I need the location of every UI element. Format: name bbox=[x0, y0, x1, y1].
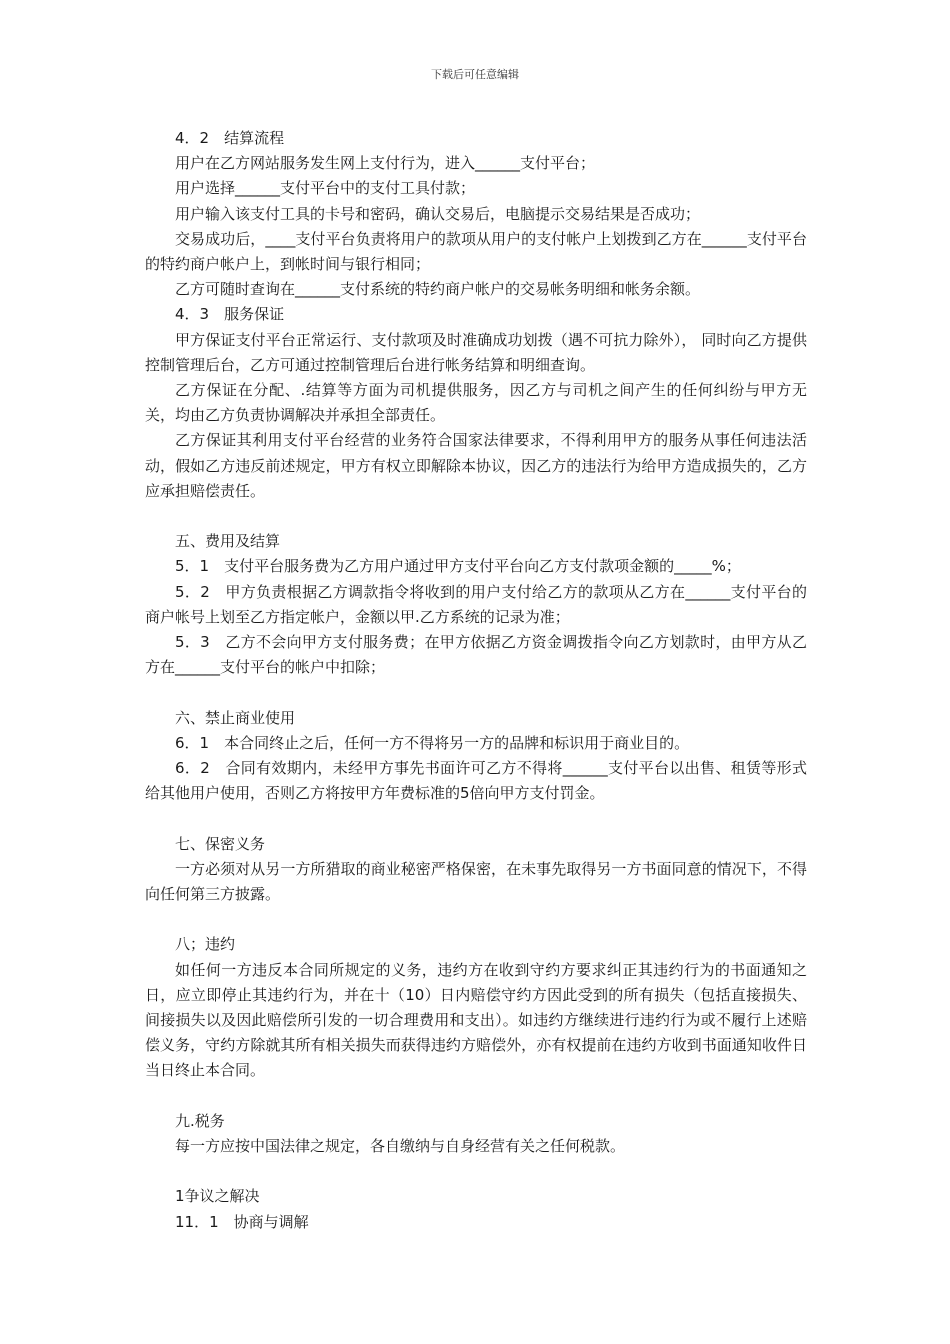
page-header: 下载后可任意编辑 bbox=[431, 68, 519, 81]
blank-line bbox=[145, 806, 807, 831]
blank-line bbox=[145, 907, 807, 932]
paragraph: 1争议之解决 bbox=[175, 1187, 260, 1206]
paragraph: 七、保密义务 bbox=[175, 834, 266, 853]
paragraph: 乙方可随时查询在______支付系统的特约商户帐户的交易帐务明细和帐务余额。 bbox=[175, 280, 701, 299]
paragraph: 九.税务 bbox=[175, 1111, 225, 1130]
paragraph: 乙方保证其利用支付平台经营的业务符合国家法律要求，不得利用甲方的服务从事任何违法活动，假如乙方违反前述规定，甲方有权立即解除本协议，因乙方的违法行为给甲方造成损失的，乙方应承担赔偿责任。 bbox=[145, 431, 807, 500]
document-body bbox=[145, 126, 807, 1235]
paragraph: 5．3 乙方不会向甲方支付服务费；在甲方依据乙方资金调拨指令向乙方划款时，由甲方从乙方在______支付平台的帐户中扣除； bbox=[145, 633, 807, 677]
blank-line bbox=[145, 504, 807, 529]
paragraph: 4．3 服务保证 bbox=[175, 305, 285, 324]
paragraph: 交易成功后，____支付平台负责将用户的款项从用户的支付帐户上划拨到乙方在______支付平台的特约商户帐户上，到帐时间与银行相同； bbox=[145, 229, 807, 274]
paragraph: 乙方保证在分配、.结算等方面为司机提供服务，因乙方与司机之间产生的任何纠纷与甲方无关，均由乙方负责协调解决并承担全部责任。 bbox=[145, 381, 807, 425]
blank-line bbox=[145, 1084, 807, 1109]
paragraph: 用户在乙方网站服务发生网上支付行为，进入______支付平台； bbox=[175, 154, 596, 173]
paragraph: 4．2 结算流程 bbox=[175, 129, 285, 147]
blank-line bbox=[145, 1159, 807, 1184]
paragraph: 五、费用及结算 bbox=[175, 532, 281, 551]
paragraph: 六、禁止商业使用 bbox=[175, 708, 296, 727]
paragraph: 八；违约 bbox=[175, 935, 236, 954]
paragraph: 一方必须对从另一方所猎取的商业秘密严格保密，在未事先取得另一方书面同意的情况下，不得向任何第三方披露。 bbox=[145, 859, 807, 904]
paragraph: 用户输入该支付工具的卡号和密码，确认交易后，电脑提示交易结果是否成功； bbox=[175, 204, 701, 223]
paragraph: 用户选择______支付平台中的支付工具付款； bbox=[175, 179, 476, 198]
paragraph: 甲方保证支付平台正常运行、支付款项及时准确成功划拨（遇不可抗力除外）， 同时向乙方提供控制管理后台，乙方可通过控制管理后台进行帐务结算和明细查询。 bbox=[145, 330, 807, 374]
paragraph: 如任何一方违反本合同所规定的义务，违约方在收到守约方要求纠正其违约行为的书面通知之日，应立即停止其违约行为，并在十（10）日内赔偿守约方因此受到的所有损失（包括直接损失、间接损失以及因此赔偿所引发的一切合理费用和支出）。如违约方继续进行违约行为或不履行上述赔偿义务，守约方除就其所有相关损失而获得违约方赔偿外，亦有权提前在违约方收到书面通知收件日当日终止本合同。 bbox=[145, 960, 807, 1080]
paragraph: 5．2 甲方负责根据乙方调款指令将收到的用户支付给乙方的款项从乙方在______支付平台的商户帐号上划至乙方指定帐户，金额以甲.乙方系统的记录为准； bbox=[145, 582, 807, 626]
paragraph: 5．1 支付平台服务费为乙方用户通过甲方支付平台向乙方支付款项金额的_____%； bbox=[175, 557, 741, 576]
paragraph: 每一方应按中国法律之规定，各自缴纳与自身经营有关之任何税款。 bbox=[175, 1137, 626, 1156]
paragraph: 6．2 合同有效期内，未经甲方事先书面许可乙方不得将______支付平台以出售、租赁等形式给其他用户使用，否则乙方将按甲方年费标准的5倍向甲方支付罚金。 bbox=[145, 759, 807, 803]
paragraph: 6．1 本合同终止之后，任何一方不得将另一方的品牌和标识用于商业目的。 bbox=[175, 733, 690, 752]
blank-line bbox=[145, 680, 807, 705]
paragraph: 11．1 协商与调解 bbox=[175, 1212, 309, 1231]
